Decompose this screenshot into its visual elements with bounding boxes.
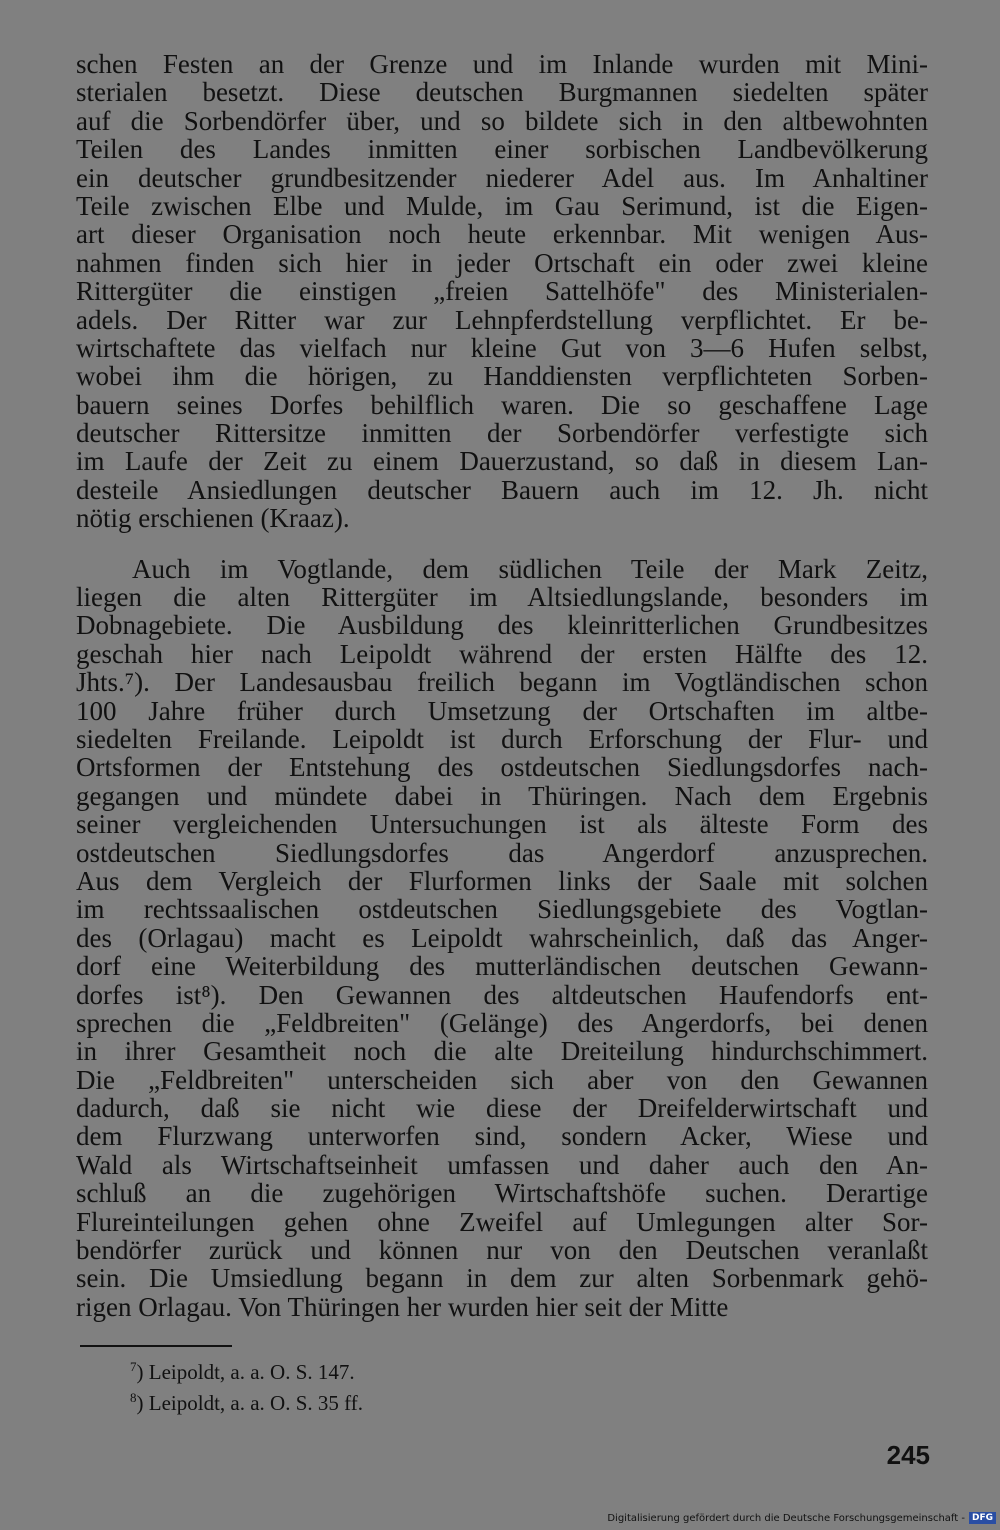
text-line: in ihrer Gesamtheit noch die alte Dreiteilung hindurchschimmert.: [76, 1036, 928, 1067]
text-line: Auch im Vogtlande, dem südlichen Teile der Mark Zeitz,: [132, 553, 928, 584]
text-line: schluß an die zugehörigen Wirtschaftshöfe suchen. Derartige: [76, 1178, 928, 1209]
text-line: bauern seines Dorfes behilflich waren. Die so geschaffene Lage: [76, 389, 928, 420]
footnote-mark: 7: [130, 1359, 137, 1374]
text-line: ostdeutschen Siedlungsdorfes das Angerdorf anzusprechen.: [76, 837, 928, 868]
text-line: Jhts.⁷). Der Landesausbau freilich begann im Vogtländischen schon: [76, 667, 928, 698]
paragraph-gap: [76, 533, 928, 555]
text-line: wirtschaftete das vielfach nur kleine Gut von 3—6 Hufen selbst,: [76, 332, 928, 363]
footnote-paren: ): [136, 1360, 149, 1384]
text-line: ein deutscher grundbesitzender niederer Adel aus. Im Anhaltiner: [76, 162, 928, 193]
text-line: desteile Ansiedlungen deutscher Bauern auch im 12. Jh. nicht: [76, 474, 928, 505]
text-line: geschah hier nach Leipoldt während der ersten Hälfte des 12.: [76, 638, 928, 669]
paragraph-2: [76, 555, 928, 1322]
text-line: adels. Der Ritter war zur Lehnpferdstellung verpflichtet. Er be-: [76, 304, 928, 335]
credit-text: Digitalisierung gefördert durch die Deutsche Forschungsgemeinschaft -: [607, 1512, 965, 1524]
text-line: dadurch, daß sie nicht wie diese der Dreifelderwirtschaft und: [76, 1093, 928, 1124]
text-line: Ortsformen der Entstehung des ostdeutschen Siedlungsdorfes nach-: [76, 752, 928, 783]
text-line: liegen die alten Rittergüter im Altsiedlungslande, besonders im: [76, 582, 928, 613]
text-line: des (Orlagau) macht es Leipoldt wahrscheinlich, daß das Anger-: [76, 922, 928, 953]
text-line: Wald als Wirtschaftseinheit umfassen und daher auch den An-: [76, 1149, 928, 1180]
text-line: nahmen finden sich hier in jeder Ortschaft ein oder zwei kleine: [76, 247, 928, 278]
text-line: dem Flurzwang unterworfen sind, sondern Acker, Wiese und: [76, 1121, 928, 1152]
page-body: [76, 50, 928, 1321]
text-line: sprechen die „Feldbreiten" (Gelänge) des Angerdorfs, bei denen: [76, 1007, 928, 1038]
text-line: dorfes ist⁸). Den Gewannen des altdeutschen Haufendorfs ent-: [76, 979, 928, 1010]
text-line: sein. Die Umsiedlung begann in dem zur alten Sorbenmark gehö-: [76, 1263, 928, 1294]
text-line: wobei ihm die hörigen, zu Handdiensten verpflichteten Sorben-: [76, 361, 928, 392]
text-line: nötig erschienen (Kraaz).: [76, 503, 350, 534]
text-line: gegangen und mündete dabei in Thüringen. Nach dem Ergebnis: [76, 780, 928, 811]
footnote: [130, 1385, 363, 1416]
text-line: bendörfer zurück und können nur von den Deutschen veranlaßt: [76, 1235, 928, 1266]
text-line: siedelten Freilande. Leipoldt ist durch Erforschung der Flur- und: [76, 723, 928, 754]
footnote-rule: [80, 1345, 232, 1347]
text-line: Flureinteilungen gehen ohne Zweifel auf Umlegungen alter Sor-: [76, 1206, 928, 1237]
footnote-mark: 8: [130, 1390, 137, 1405]
paragraph-1: [76, 50, 928, 533]
text-line: Rittergüter die einstigen „freien Sattelhöfe" des Ministerialen-: [76, 276, 928, 307]
page-number: 245: [886, 1440, 930, 1470]
footnote: [130, 1354, 363, 1385]
footnotes: [130, 1354, 363, 1416]
text-line: seiner vergleichenden Untersuchungen ist als älteste Form des: [76, 809, 928, 840]
text-line: 100 Jahre früher durch Umsetzung der Ortschaften im altbe-: [76, 695, 928, 726]
text-line: Teile zwischen Elbe und Mulde, im Gau Serimund, ist die Eigen-: [76, 190, 928, 221]
footnote-text: Leipoldt, a. a. O. S. 147.: [148, 1360, 355, 1384]
digitization-credit: [607, 1512, 996, 1524]
text-line: deutscher Rittersitze inmitten der Sorbendörfer verfestigte sich: [76, 418, 928, 449]
text-line: sterialen besetzt. Diese deutschen Burgmannen siedelten später: [76, 77, 928, 108]
text-line: Aus dem Vergleich der Flurformen links der Saale mit solchen: [76, 865, 928, 896]
text-line: Dobnagebiete. Die Ausbildung des kleinritterlichen Grundbesitzes: [76, 610, 928, 641]
text-line: Die „Feldbreiten" unterscheiden sich aber von den Gewannen: [76, 1064, 928, 1095]
text-line: rigen Orlagau. Von Thüringen her wurden hier seit der Mitte: [76, 1291, 729, 1322]
footnote-paren: ): [136, 1391, 149, 1415]
dfg-logo: DFG: [969, 1512, 996, 1524]
text-line: dorf eine Weiterbildung des mutterländischen deutschen Gewann-: [76, 951, 928, 982]
footnote-text: Leipoldt, a. a. O. S. 35 ff.: [148, 1391, 363, 1415]
text-line: Teilen des Landes inmitten einer sorbischen Landbevölkerung: [76, 134, 928, 165]
text-line: schen Festen an der Grenze und im Inlande wurden mit Mini-: [76, 49, 928, 79]
text-line: im rechtssaalischen ostdeutschen Siedlungsgebiete des Vogtlan-: [76, 894, 928, 925]
text-line: auf die Sorbendörfer über, und so bildete sich in den altbewohnten: [76, 105, 928, 136]
text-line: im Laufe der Zeit zu einem Dauerzustand, so daß in diesem Lan-: [76, 446, 928, 477]
text-line: art dieser Organisation noch heute erkennbar. Mit wenigen Aus-: [76, 219, 928, 250]
